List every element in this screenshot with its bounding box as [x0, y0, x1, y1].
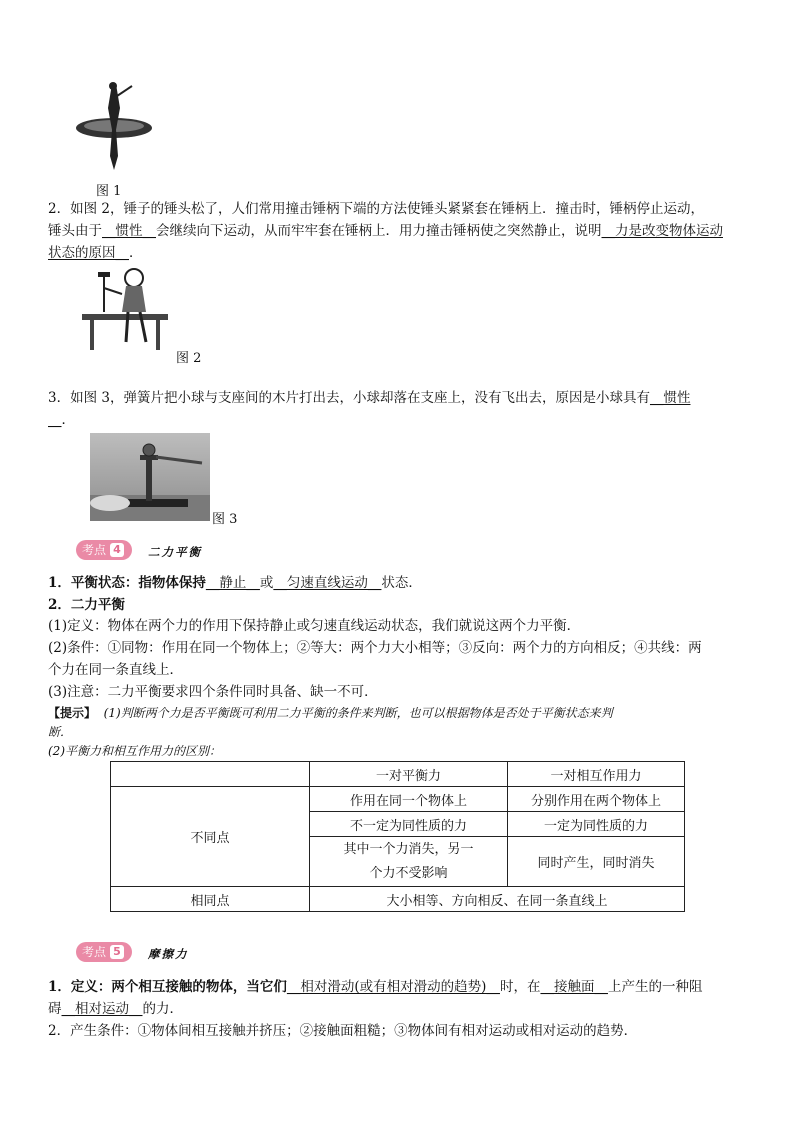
- table-cell: 一定为同性质的力: [508, 812, 685, 837]
- section-4-title: 二力平衡: [148, 545, 202, 559]
- figure-1-image: [74, 78, 154, 174]
- q3-line2: [48, 409, 748, 431]
- s5-p2-end: 的力．: [142, 1001, 183, 1017]
- figure-1-drawing: [74, 78, 154, 174]
- s5-p1-mid: 时，在: [499, 979, 541, 995]
- q2-text-a: 锤头由于: [48, 223, 102, 239]
- s4-p6: (3)注意：二力平衡要求四个条件同时具备、缺一不可．: [48, 684, 378, 700]
- q2-answer-force-part2: 状态的原因__: [48, 245, 129, 261]
- section-4-badge: [76, 540, 132, 560]
- figure-2-image: [76, 264, 172, 356]
- section-5-title: 摩擦力: [148, 947, 189, 961]
- table-same-label: 相同点: [111, 887, 310, 912]
- figure-3-caption: 图 3: [212, 512, 238, 527]
- s5-answer-contact-surface: __接触面__: [540, 979, 608, 995]
- figure-2-drawing: [76, 264, 172, 356]
- s4-p2: 2．二力平衡: [48, 597, 125, 613]
- figure-1-caption: 图 1: [96, 184, 122, 199]
- figure-3-drawing: [90, 433, 210, 521]
- s5-p1-end: 上产生的一种阻: [607, 979, 703, 995]
- q2-answer-inertia: __惯性__: [102, 223, 156, 239]
- q3-line1: [48, 387, 748, 409]
- table-cell: 作用在同一个物体上: [310, 787, 508, 812]
- s4-tip-2: 断．: [48, 725, 73, 739]
- q2-line2: [48, 220, 748, 242]
- table-header-interaction: 一对相互作用力: [508, 762, 685, 787]
- s4-p1-or: 或: [259, 575, 274, 591]
- s4-p3: (1)定义：物体在两个力的作用下保持静止或匀速直线运动状态，我们就说这两个力平衡．: [48, 618, 581, 634]
- section-4-badge-label: 考点: [82, 543, 107, 557]
- q2-line3: [48, 242, 748, 264]
- table-cell-line-1: 其中一个力消失，另一: [343, 841, 474, 857]
- table-row: [111, 887, 685, 912]
- q2-end: ．: [129, 245, 143, 261]
- tip-text-1: (1)判断两个力是否平衡既可利用二力平衡的条件来判断，也可以根据物体是否处于平衡状态来判: [103, 706, 613, 720]
- q2-text-b: 会继续向下运动，从而牢牢套在锤柄上．用力撞击锤柄使之突然静止，说明: [156, 223, 602, 239]
- table-cell: 分别作用在两个物体上: [508, 787, 685, 812]
- s5-p2: [48, 998, 748, 1020]
- q2-answer-force-part1: __力是改变物体运动: [601, 223, 723, 239]
- s4-answer-static: __静止__: [205, 575, 260, 591]
- s5-p1-text: 1．定义：两个相互接触的物体，当它们: [48, 979, 287, 995]
- s5-p1: [48, 976, 748, 998]
- s5-p3: 2．产生条件：①物体间相互接触并挤压；②接触面粗糙；③物体间有相对运动或相对运动的趋势．: [48, 1023, 638, 1039]
- table-diff-label: 不同点: [111, 787, 310, 887]
- table-cell: 不一定为同性质的力: [310, 812, 508, 837]
- table-same-value: 大小相等、方向相反、在同一条直线上: [310, 887, 685, 912]
- section-5-badge-number: 5: [110, 945, 124, 959]
- table-cell-multiline: [310, 837, 508, 887]
- q3-answer-inertia: __惯性: [649, 390, 691, 406]
- q2-line1: 2．如图 2，锤子的锤头松了，人们常用撞击锤柄下端的方法使锤头紧紧套在锤柄上．撞击时，锤柄停止运动，: [48, 201, 704, 217]
- s5-answer-relative-slide: __相对滑动(或有相对滑动的趋势)__: [286, 979, 500, 995]
- table-header-empty: [111, 762, 310, 787]
- figure-3-image: [90, 433, 210, 521]
- s5-p2-text: 碍: [48, 1001, 62, 1017]
- s4-p1-text: 1．平衡状态：指物体保持: [48, 575, 206, 591]
- section-4-badge-number: 4: [110, 543, 124, 557]
- s4-answer-uniform-motion: __匀速直线运动__: [273, 575, 382, 591]
- s4-p5: 个力在同一条直线上．: [48, 662, 183, 678]
- q3-end: ．: [61, 412, 75, 428]
- section-5-badge-label: 考点: [82, 945, 107, 959]
- comparison-table: [110, 761, 685, 912]
- section-5-badge: [76, 942, 132, 962]
- tip-label: 【提示】: [48, 706, 97, 720]
- s4-tip-3: (2)平衡力和相互作用力的区别：: [48, 744, 221, 758]
- table-header-balanced: 一对平衡力: [310, 762, 508, 787]
- table-cell: 同时产生，同时消失: [508, 837, 685, 887]
- table-row: [111, 787, 685, 812]
- s4-p1-end: 状态．: [381, 575, 422, 591]
- s4-p4: (2)条件：①同物：作用在同一个物体上；②等大：两个力大小相等；③反向：两个力的方向相反；④共线：两: [48, 640, 702, 656]
- s4-p1: [48, 572, 748, 594]
- table-cell-line-2: 个力不受影响: [369, 865, 448, 881]
- q3-answer-tail: __: [48, 412, 62, 428]
- figure-2-caption: 图 2: [176, 351, 202, 366]
- q3-text: 3．如图 3，弹簧片把小球与支座间的木片打出去，小球却落在支座上，没有飞出去，原因是小球具有: [48, 390, 650, 406]
- table-header-row: [111, 762, 685, 787]
- s5-answer-relative-motion: __相对运动__: [61, 1001, 143, 1017]
